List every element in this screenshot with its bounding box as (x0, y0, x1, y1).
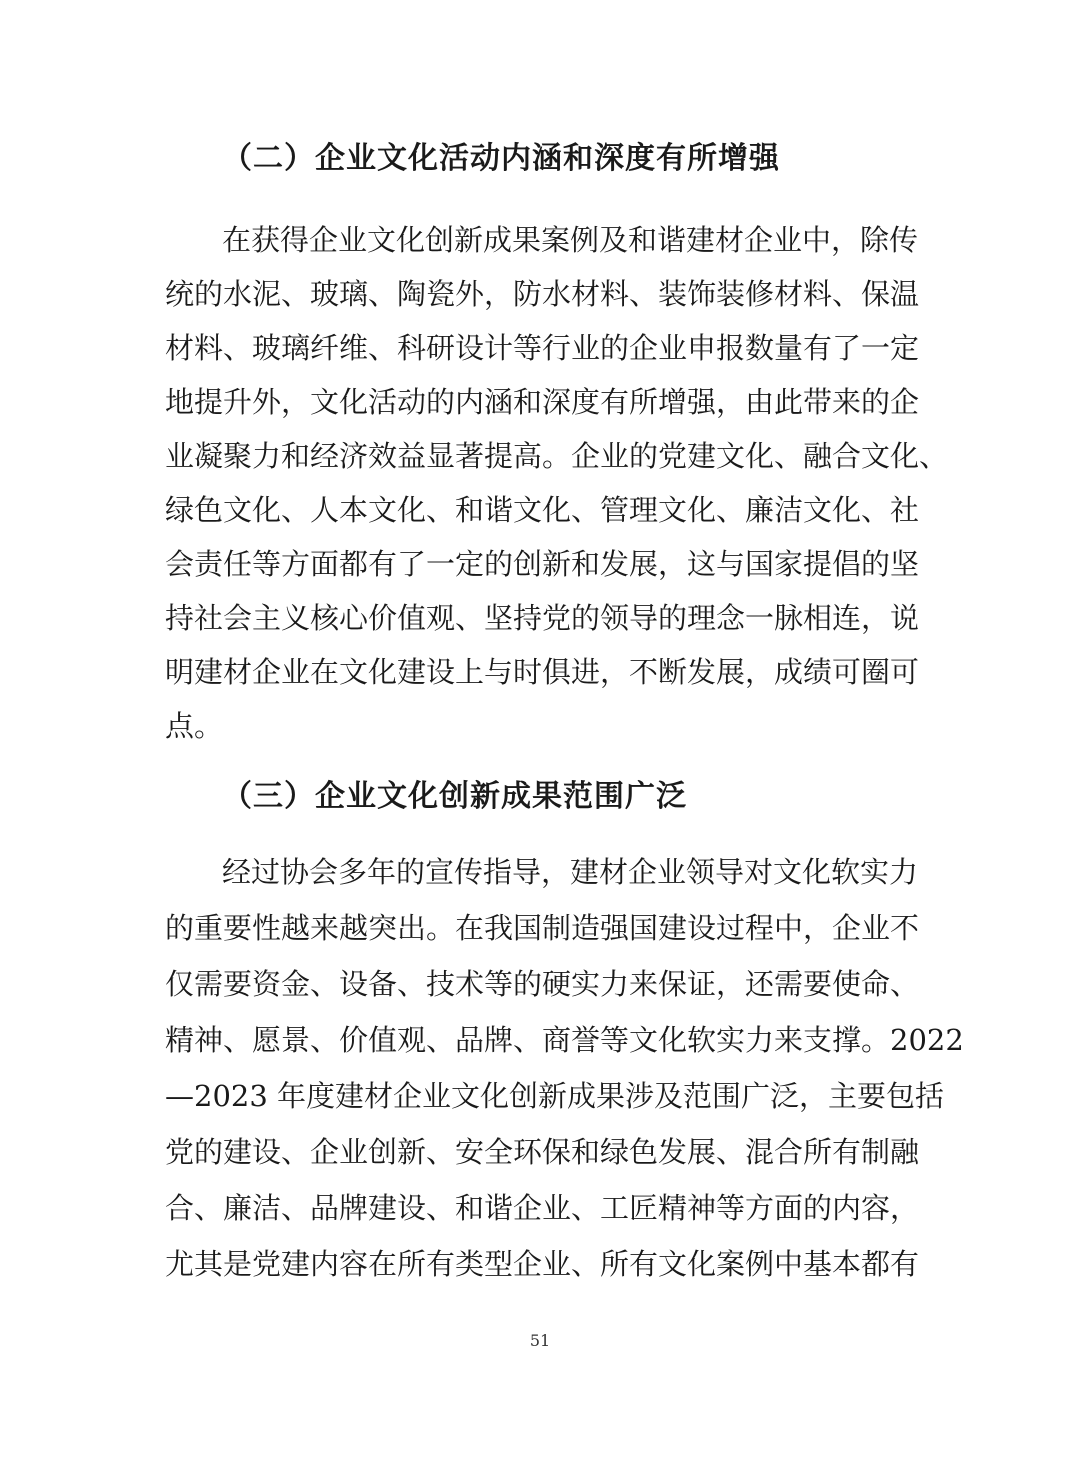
paragraph-line: 明建材企业在文化建设上与时俱进，不断发展，成绩可圈可 (165, 655, 920, 689)
paragraph-line: 经过协会多年的宣传指导，建材企业领导对文化软实力 (222, 855, 919, 889)
section-heading-2: （二）企业文化活动内涵和深度有所增强 (222, 141, 780, 176)
paragraph-line: —2023 年度建材企业文化创新成果涉及范围广泛，主要包括 (165, 1079, 945, 1113)
section-heading-3: （三）企业文化创新成果范围广泛 (222, 779, 687, 814)
paragraph-line: 统的水泥、玻璃、陶瓷外，防水材料、装饰装修材料、保温 (165, 277, 920, 311)
paragraph-line: 尤其是党建内容在所有类型企业、所有文化案例中基本都有 (165, 1247, 920, 1281)
paragraph-line: 合、廉洁、品牌建设、和谐企业、工匠精神等方面的内容， (165, 1191, 920, 1225)
paragraph-line: 业凝聚力和经济效益显著提高。企业的党建文化、融合文化、 (165, 439, 949, 473)
paragraph-line: 仅需要资金、设备、技术等的硬实力来保证，还需要使命、 (165, 967, 920, 1001)
paragraph-line: 材料、玻璃纤维、科研设计等行业的企业申报数量有了一定 (165, 331, 920, 365)
paragraph-line: 绿色文化、人本文化、和谐文化、管理文化、廉洁文化、社 (165, 493, 920, 527)
paragraph-line: 精神、愿景、价值观、品牌、商誉等文化软实力来支撑。2022 (165, 1023, 964, 1057)
paragraph-line: 持社会主义核心价值观、坚持党的领导的理念一脉相连，说 (165, 601, 920, 635)
page-number: 51 (529, 1331, 551, 1350)
paragraph-line: 点。 (165, 709, 224, 743)
paragraph-line: 党的建设、企业创新、安全环保和绿色发展、混合所有制融 (165, 1135, 920, 1169)
paragraph-line: 在获得企业文化创新成果案例及和谐建材企业中，除传 (222, 223, 919, 257)
paragraph-line: 地提升外，文化活动的内涵和深度有所增强，由此带来的企 (165, 385, 920, 419)
paragraph-line: 的重要性越来越突出。在我国制造强国建设过程中，企业不 (165, 911, 920, 945)
paragraph-line: 会责任等方面都有了一定的创新和发展，这与国家提倡的坚 (165, 547, 920, 581)
